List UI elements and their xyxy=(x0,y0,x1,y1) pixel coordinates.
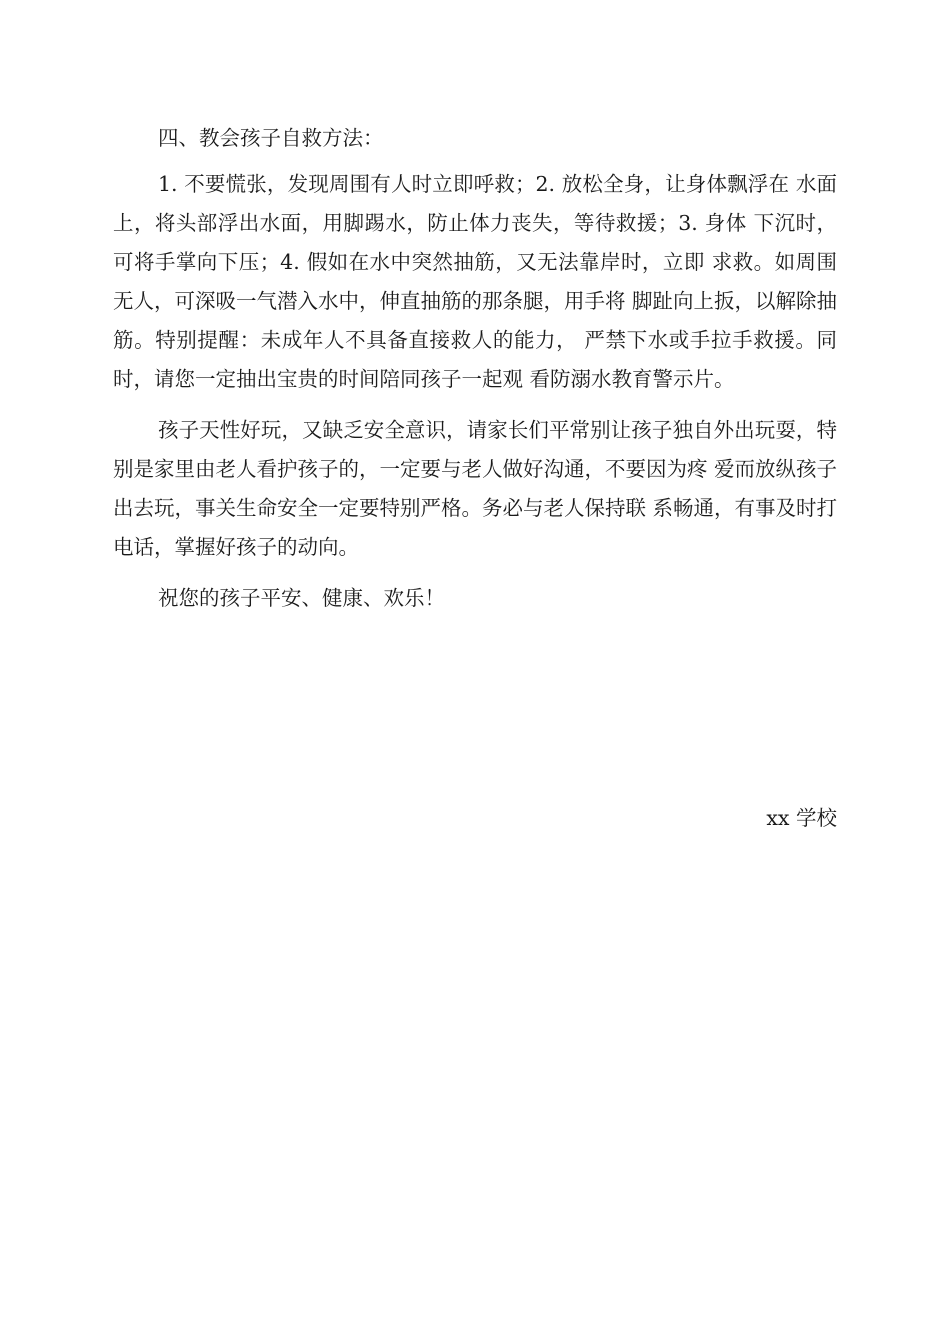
closing-wish: 祝您的孩子平安、健康、欢乐！ xyxy=(158,586,445,610)
self-rescue-paragraph: 1. 不要慌张，发现周围有人时立即呼救；2. 放松全身，让身体飘浮在 水面上，将头部浮出水面，用脚踢水，防止体力丧失，等待救援；3. 身体 下沉时，可将手掌向下压；4. 假如在水中突然抽筋，又无法靠岸时，立即 求救。如周围无人，可深吸一气潜入水中，伸直抽筋的那条腿，用手将 脚趾向上扳，以解除抽筋。特别提醒：未成年人不具备直接救人的能力， 严禁下水或手拉手救援。同时，请您一定抽出宝贵的时间陪同孩子一起观 看防溺水教育警示片。 xyxy=(113,172,838,391)
school-signature: xx 学校 xyxy=(766,806,837,830)
parents-advice-paragraph: 孩子天性好玩，又缺乏安全意识，请家长们平常别让孩子独自外出玩耍，特别是家里由老人看护孩子的，一定要与老人做好沟通，不要因为疼 爱而放纵孩子出去玩，事关生命安全一定要特别严格。务必与老人保持联 系畅通，有事及时打电话，掌握好孩子的动向。 xyxy=(113,418,838,559)
document-body xyxy=(113,118,837,618)
section-heading: 四、教会孩子自救方法： xyxy=(158,126,384,150)
